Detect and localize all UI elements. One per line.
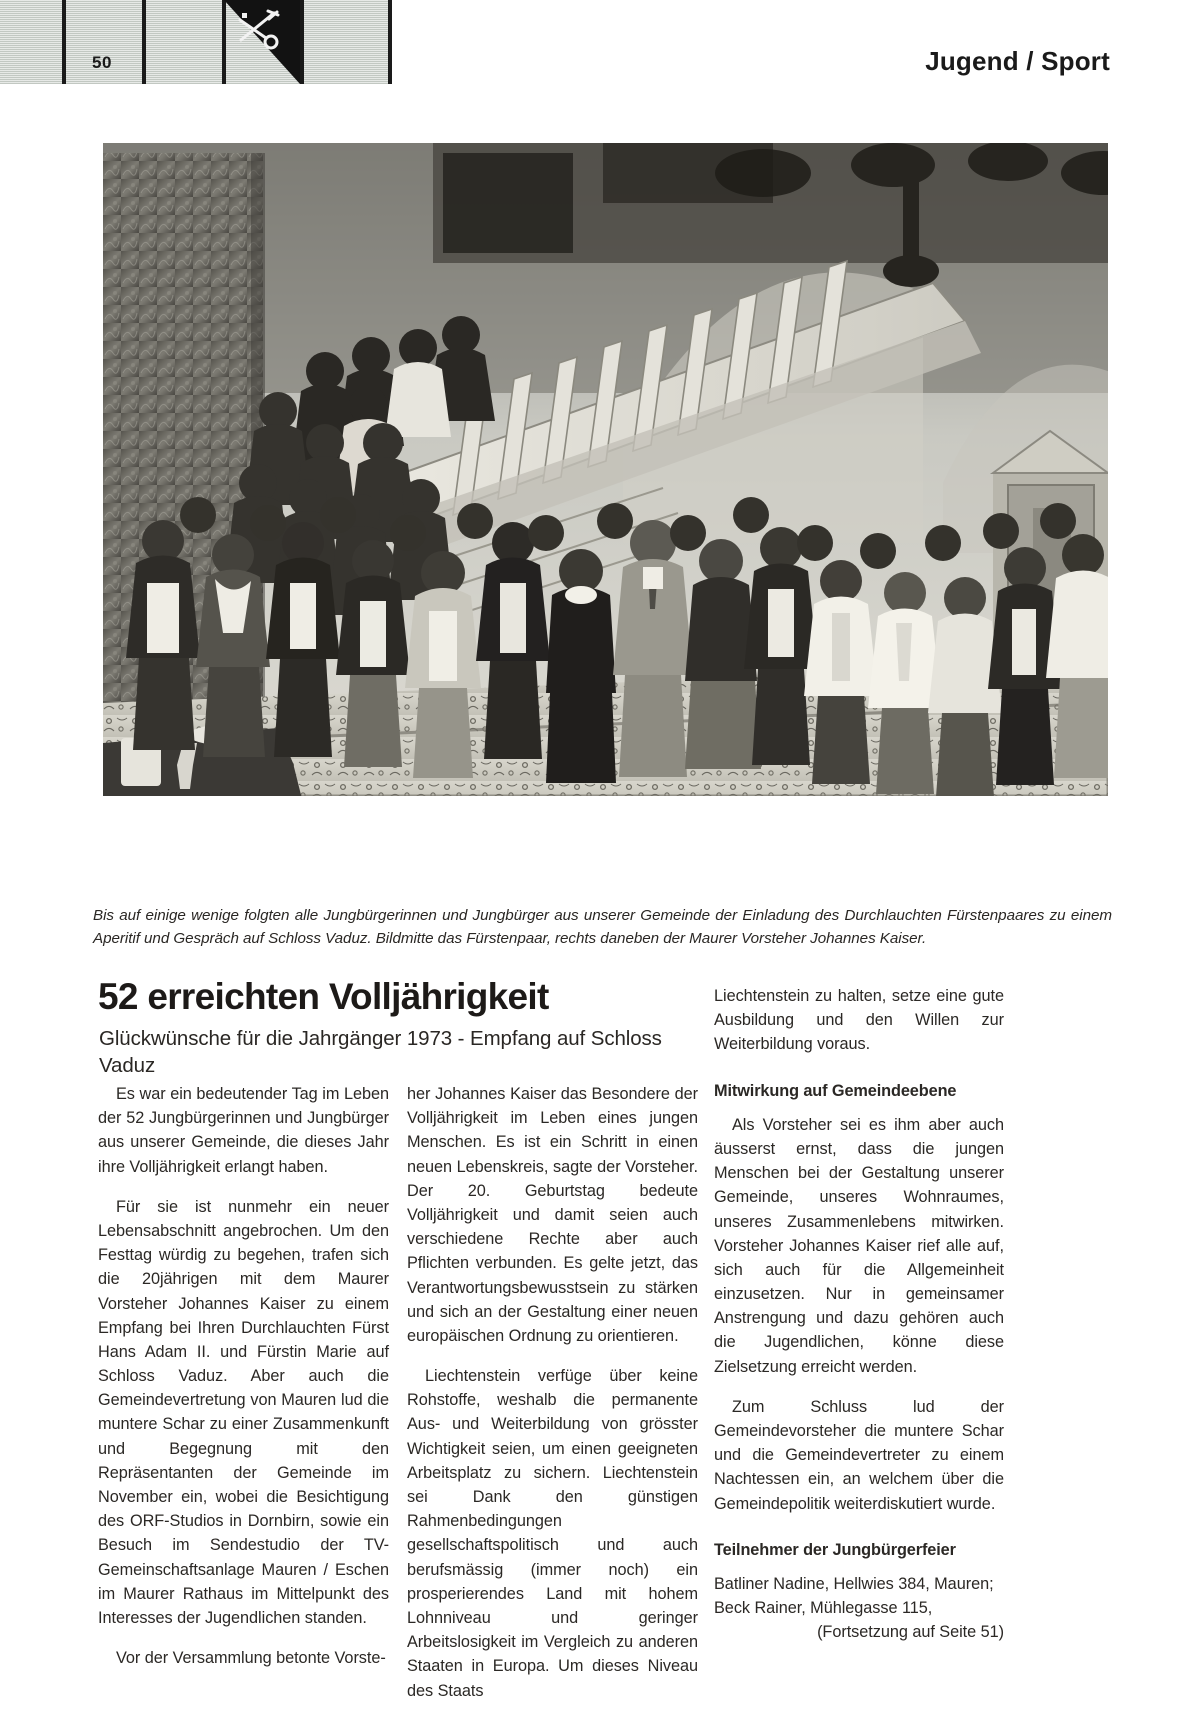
group-photo: [103, 143, 1108, 796]
article-headline: 52 erreichten Volljährigkeit: [98, 976, 549, 1017]
article-subhead: Glückwünsche für die Jahrgänger 1973 - Empfang auf Schloss Vaduz: [99, 1027, 662, 1077]
crest-emblem-icon: [228, 2, 288, 62]
header-rule: [388, 0, 392, 84]
participant-entry: Beck Rainer, Mühlegasse 115,: [714, 1599, 933, 1618]
group-photo-image: [103, 143, 1108, 796]
paragraph: Zum Schluss lud der Gemeindevorsteher die muntere Schar und die Gemeindevertreter zu einem Nachtessen ein, an welchem über die Gemeindepolitik weiterdiskutiert wurde.: [714, 1397, 1004, 1513]
section-title: Jugend / Sport: [925, 46, 1110, 76]
photo-caption: Bis auf einige wenige folgten alle Jungbürgerinnen und Jungbürger aus unserer Gemeinde der Einladung des Durchlauchten Fürstenpaares zu einem Aperitif und Gespräch auf Schloss Vaduz. Bildmitte das Fürstenpaar, rechts daneben der Maurer Vorsteher Johannes Kaiser.: [93, 907, 1112, 948]
paragraph: Liechtenstein zu halten, setze eine gute Ausbildung und den Willen zur Weiterbildung voraus.: [714, 987, 1004, 1054]
article-column-3: [714, 984, 1004, 1645]
page-number: 50: [92, 53, 112, 72]
column3-subheading-1: Mitwirkung auf Gemeindeebene: [714, 1081, 957, 1100]
article-column-1: [98, 1082, 389, 1670]
continuation-note: (Fortsetzung auf Seite 51): [817, 1623, 1004, 1642]
paragraph: Es war ein bedeutender Tag im Leben der 52 Jungbürgerinnen und Jungbürger aus unserer Gemeinde, die dieses Jahr ihre Volljährigkeit erlangt haben.: [98, 1085, 389, 1176]
column3-subheading-2: Teilnehmer der Jungbürgerfeier: [714, 1540, 956, 1559]
participant-entry: Batliner Nadine, Hellwies 384, Mauren;: [714, 1574, 994, 1593]
sword-and-key-crest-icon: [224, 0, 300, 84]
header-rule: [300, 0, 304, 84]
paragraph: Für sie ist nunmehr ein neuer Lebensabschnitt angebrochen. Um den Festtag würdig zu begehen, trafen sich die 20jährigen mit dem Maurer Vorsteher Johannes Kaiser zu einem Empfang bei Ihren Durchlauchten Fürst Hans Adam II. und Fürstin Marie auf Schloss Vaduz. Aber auch die Gemeindevertretung von Mauren lud die muntere Schar zu einer Zusammenkunft und Begegnung mit den Repräsentanten der Gemeinde im November ein, wobei die Besichtigung des ORF-Studios in Dornbirn, sowie ein Besuch im Sendestudio der TV-Gemeinschaftsanlage Mauren / Eschen im Maurer Rathaus im Mittelpunkt des Interesses der Jugendlichen standen.: [98, 1197, 389, 1627]
paragraph: Liechtenstein verfüge über keine Rohstoffe, weshalb die permanente Aus- und Weiterbildung von grösster Wichtigkeit seien, um einen geeigneten Arbeitsplatz zu sichern. Liechtenstein sei Dank den günstigen Rahmenbedingungen gesellschaftspolitisch und auch berufsmässig (immer noch) ein prosperierendes Land mit hohem Lohnniveau und geringer Arbeitslosigkeit im Vergleich zu anderen Staaten in Europa. Um dieses Niveau des Staats: [407, 1367, 698, 1700]
header-rule: [142, 0, 146, 84]
paragraph: Als Vorsteher sei es ihm aber auch äusserst ernst, dass die jungen Menschen bei der Gestaltung unserer Gemeinde, unseres Wohnraumes, unseres Zusammenlebens mitwirken. Vorsteher Johannes Kaiser rief alle auf, sich auch für die Allgemeinheit einzusetzen. Nur in gemeinsamer Anstrengung und dazu gehören auch die Jugendlichen, könne diese Zielsetzung erreicht werden.: [714, 1115, 1004, 1376]
header-rule: [62, 0, 66, 84]
page-header-band: [0, 0, 392, 84]
paragraph: her Johannes Kaiser das Besondere der Volljährigkeit im Leben eines jungen Menschen. Es ist ein Schritt in einen neuen Lebenskreis, sagte der Vorsteher. Der 20. Geburtstag bedeute Volljährigkeit und damit seien auch verschiedene Rechte aber auch Pflichten verbunden. Es gelte jetzt, das Verantwortungsbewusstsein zu stärken und sich an der Gestaltung einer neuen europäischen Ordnung zu orientieren.: [407, 1085, 698, 1345]
paragraph: Vor der Versammlung betonte Vorste-: [116, 1649, 386, 1668]
article-column-2: [407, 1082, 698, 1703]
